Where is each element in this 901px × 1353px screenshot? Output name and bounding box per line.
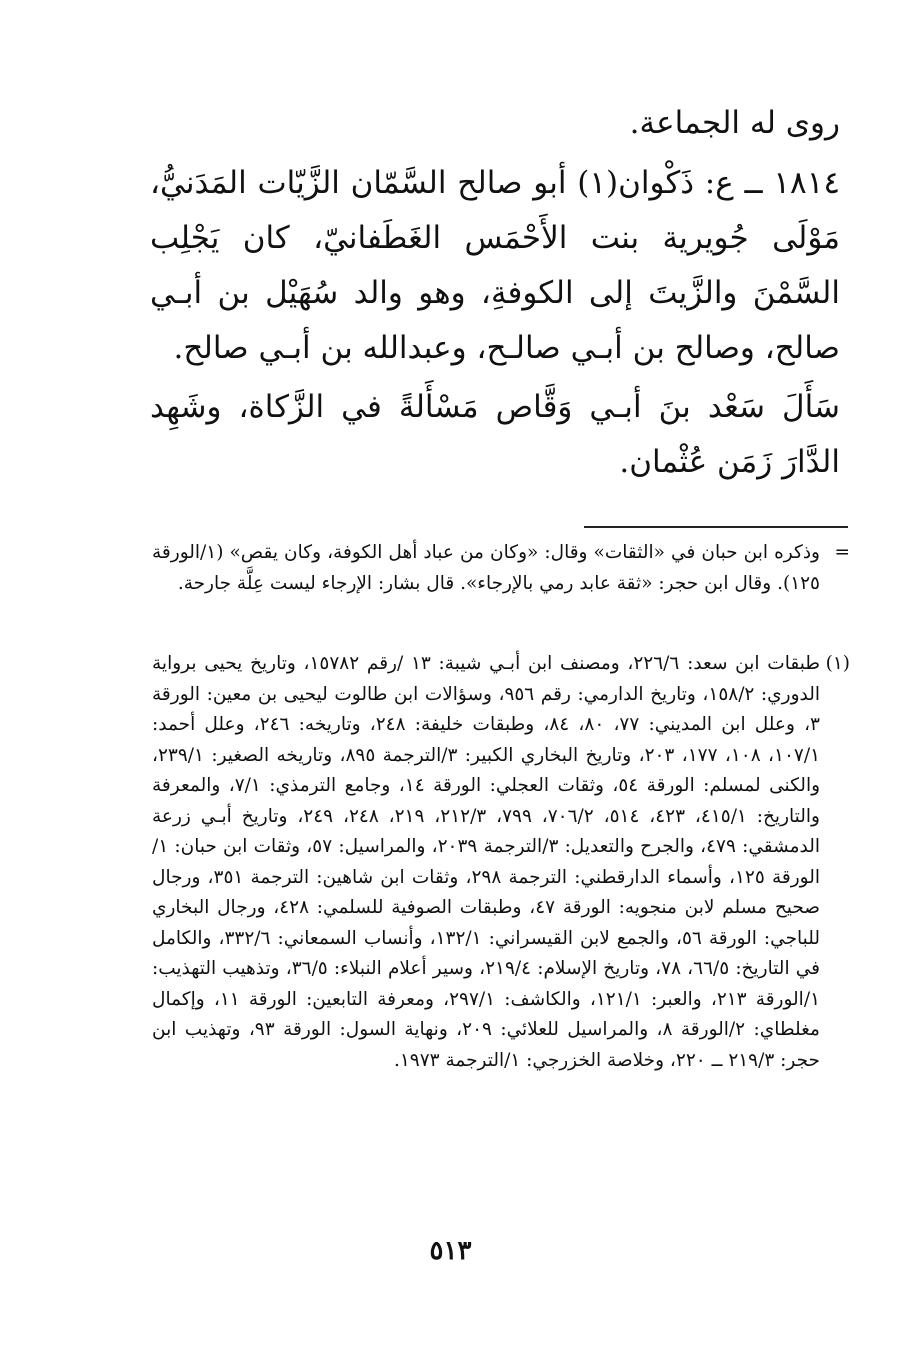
main-paragraph-1: [150, 96, 840, 151]
footnote-continuation: [150, 538, 850, 599]
page-number: ٥١٣: [429, 1236, 472, 1266]
footnote-1: [150, 649, 850, 1076]
footnote-continuation-text: وذكره ابن حبان في «الثقات» وقال: «وكان من عباد أهل الكوفة، وكان يقص» (١/الورقة ١٢٥). وقال ابن حجر: «ثقة عابد رمي بالإرجاء». قال بشار: الإرجاء ليست عِلَّة جارحة.: [152, 542, 820, 594]
footnote-1-text: طبقات ابن سعد: ٢٢٦/٦، ومصنف ابن أبـي شيبة: ١٣ /رقم ١٥٧٨٢، وتاريخ يحيى برواية الدوري: ١٥٨/٢، وتاريخ الدارمي: رقم ٩٥٦، وسؤالات ابن طالوت ليحيى بن معين: الورقة ٣، وعلل ابن المديني: ٧٧، ٨٠، ٨٤، وطبقات خليفة: ٢٤٨، وتاريخه: ٢٤٦، وعلل أحمد: ١٠٧/١، ١٠٨، ١٧٧، ٢٠٣، وتاريخ البخاري الكبير: ٣/الترجمة ٨٩٥، وتاريخه الصغير: ٢٣٩/١، والكنى لمسلم: الورقة ٥٤، وثقات العجلي: الورقة ١٤، وجامع الترمذي: ٧/١، والمعرفة والتاريخ: ٤١٥/١، ٤٢٣، ٥١٤، ٧٠٦/٢، ٧٩٩، ٢١٢/٣، ٢١٩، ٢٤٨، ٢٤٩، وتاريخ أبـي زرعة الدمشقي: ٤٧٩، والجرح والتعديل: ٣/الترجمة ٢٠٣٩، والمراسيل: ٥٧، وثقات ابن حبان: ١/الورقة ١٢٥، وأسماء الدارقطني: الترجمة ٢٩٨، وثقات ابن شاهين: الترجمة ٣٥١، ورجال صحيح مسلم لابن منجويه: الورقة ٤٧، وطبقات الصوفية للسلمي: ٤٢٨، ورجال البخاري للباجي: الورقة ٥٦، والجمع لابن القيسراني: ١٣٢/١، وأنساب السمعاني: ٣٣٢/٦، والكامل في التاريخ: ٦٦/٥، ٧٨، وتاريخ الإسلام: ٢١٩/٤، وسير أعلام النبلاء: ٣٦/٥، وتذهيب التهذيب: ١/الورقة ٢١٣، والعبر: ١٢١/١، والكاشف: ٢٩٧/١، ومعرفة التابعين: الورقة ١١، وإكمال مغلطاي: ٢/الورقة ٨، والمراسيل للعلائي: ٢٠٩، ونهاية السول: الورقة ٩٣، وتهذيب ابن حجر: ٢١٩/٣ ــ ٢٢٠، وخلاصة الخزرجي: ١/الترجمة ١٩٧٣.: [152, 653, 821, 1071]
main-paragraph-3: [150, 380, 840, 490]
main-paragraph-2: [150, 156, 840, 376]
paragraph-text: روى له الجماعة.: [629, 105, 840, 141]
footnote-1-marker: (١): [825, 653, 850, 674]
footnote-continuation-marker: =: [834, 542, 850, 563]
footnote-separator: [584, 526, 848, 528]
paragraph-text: سَأَلَ سَعْد بنَ أبـي وَقَّاص مَسْأَلةً في الزَّكاة، وشَهِد الدَّارَ زَمَن عُثْمان.: [150, 389, 840, 480]
biography-entry-text: ١٨١٤ ــ ع: ذَكْوان(١) أبو صالح السَّمّان الزَّيّات المَدَنيُّ، مَوْلَى جُويرية بنت الأَحْمَس الغَطَفانيّ، كان يَجْلِب السَّمْنَ والزَّيتَ إلى الكوفةِ، وهو والد سُهَيْل بن أبـي صالح، وصالح بن أبـي صالـح، وعبدالله بن أبـي صالح.: [150, 165, 841, 366]
